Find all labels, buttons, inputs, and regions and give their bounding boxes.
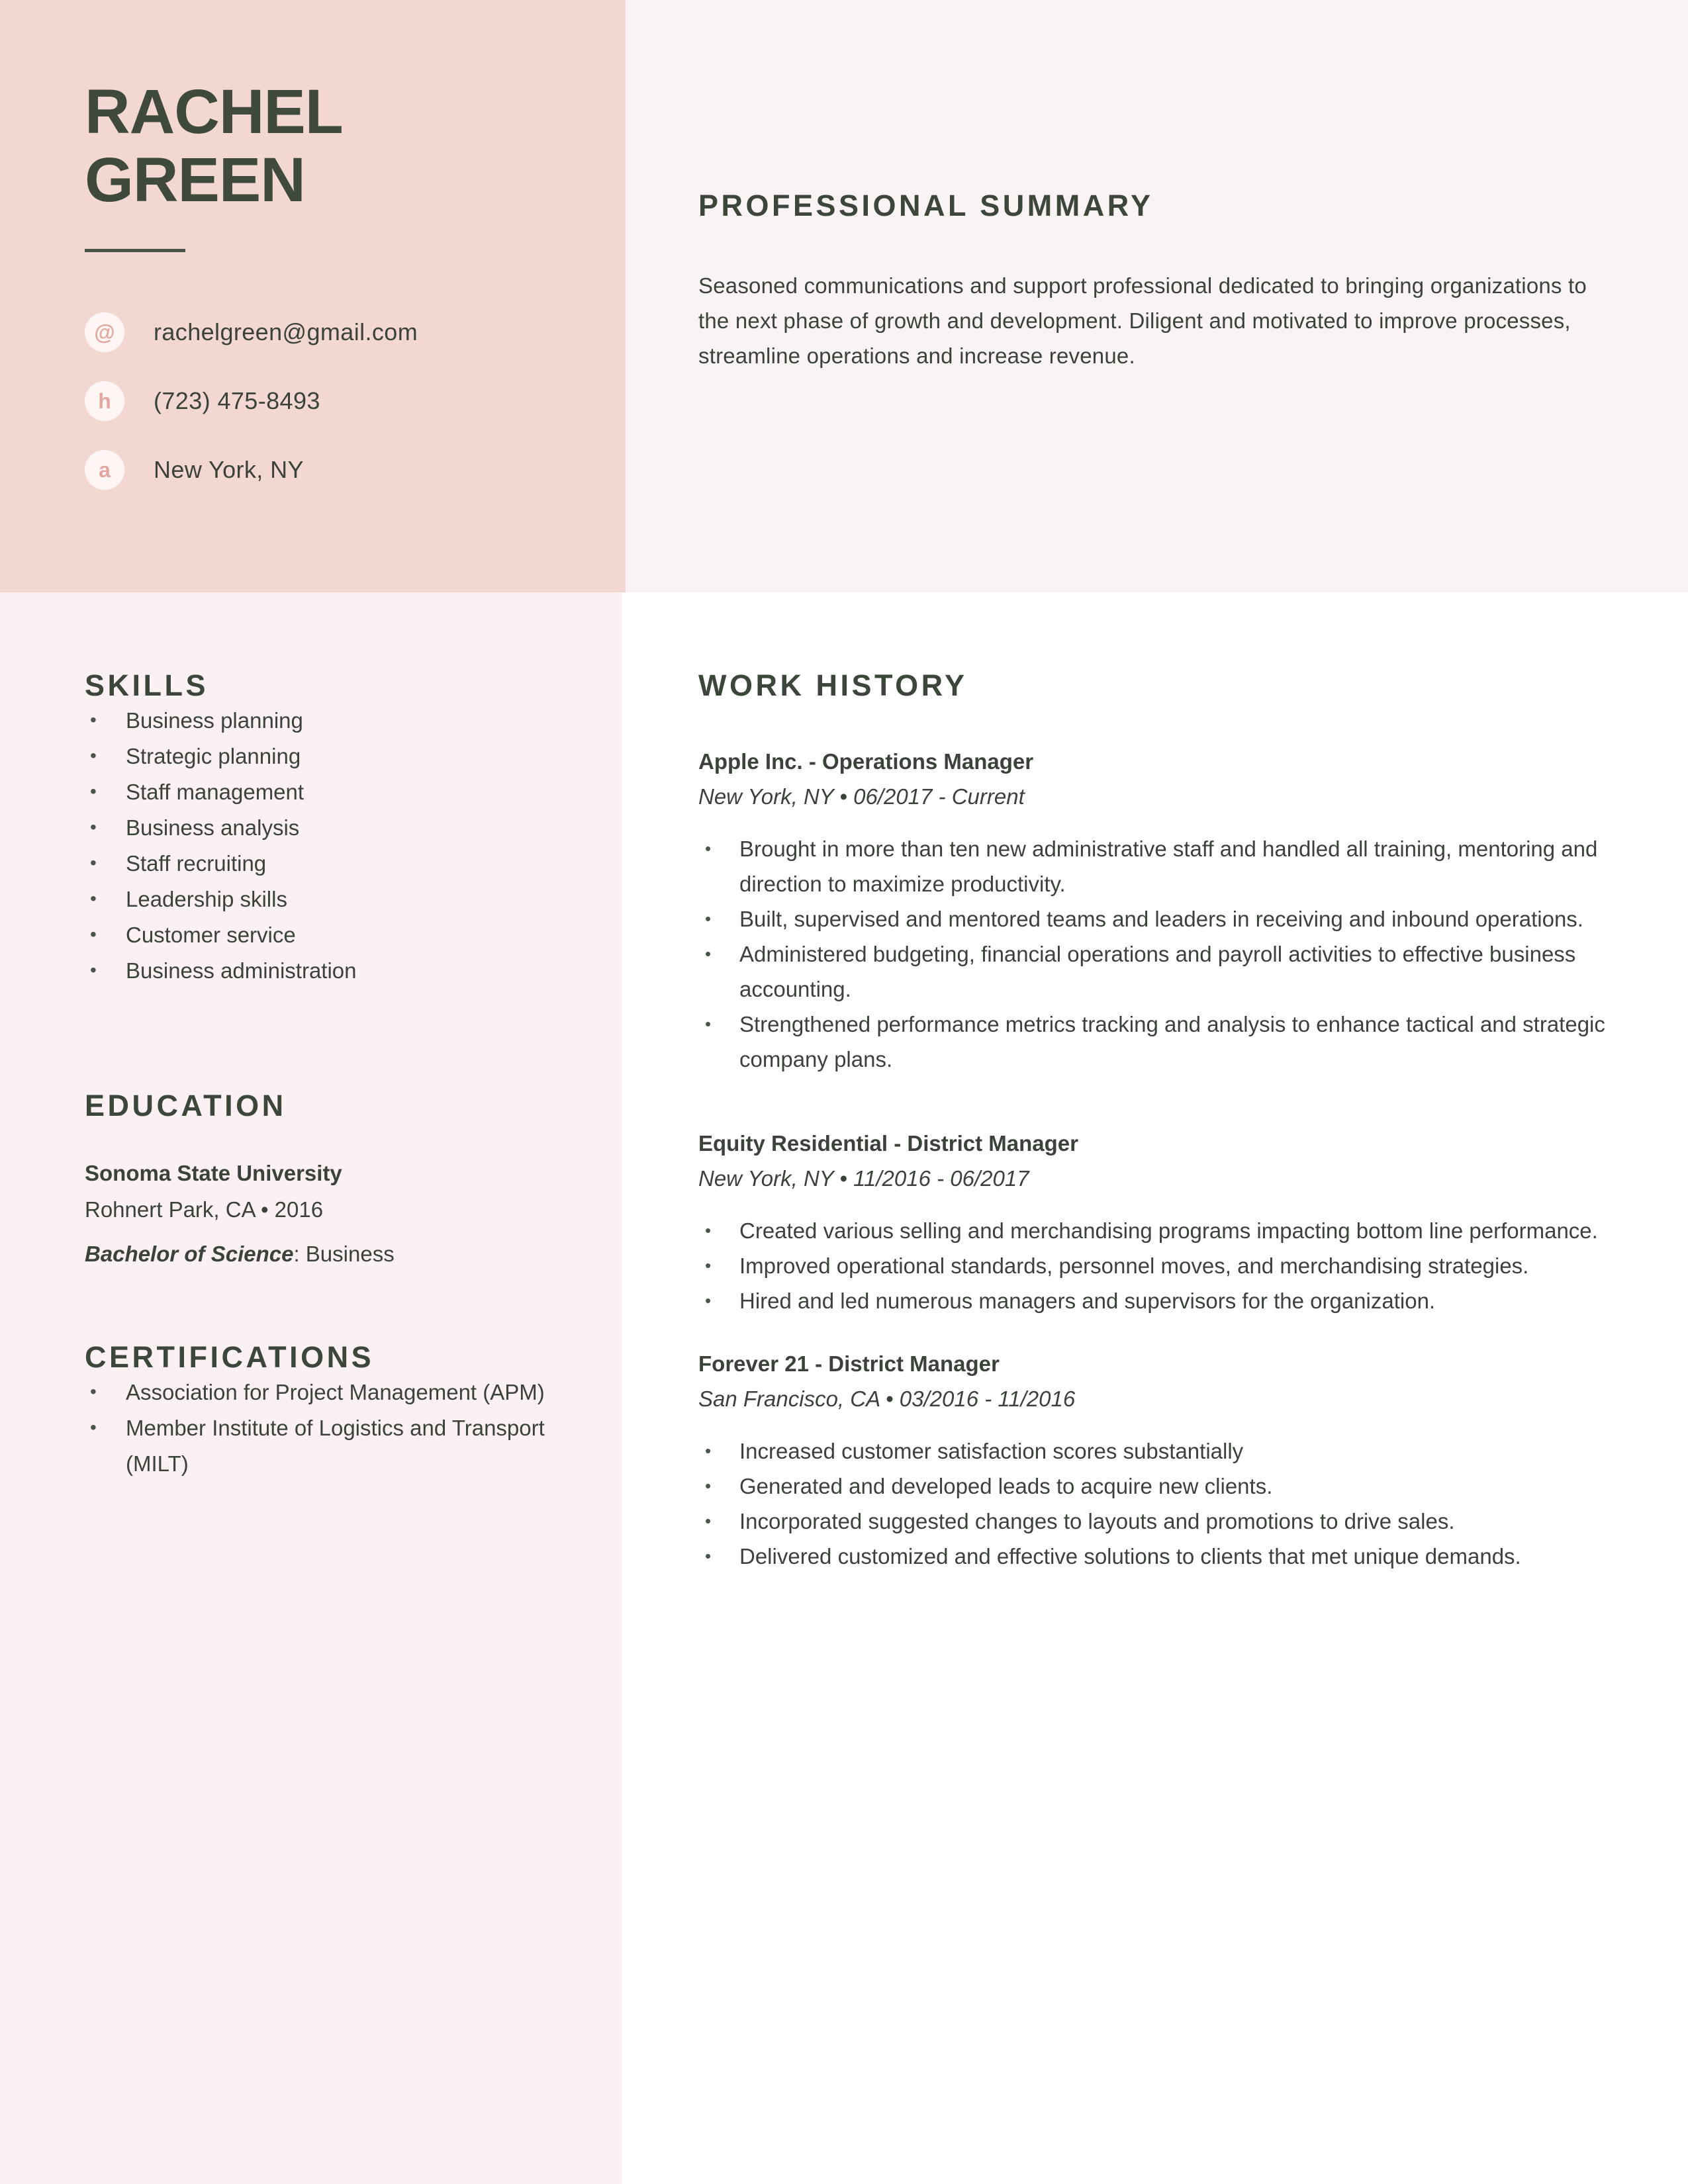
job-spacer bbox=[698, 1318, 1618, 1346]
list-item: • Customer service bbox=[85, 917, 588, 953]
education-degree-field: : Business bbox=[293, 1242, 395, 1266]
certifications-list bbox=[85, 1375, 588, 1482]
education-location: Rohnert Park, CA • 2016 bbox=[85, 1197, 324, 1222]
job-title: Forever 21 - District Manager bbox=[698, 1351, 1000, 1376]
list-item: • Strengthened performance metrics tracking and analysis to enhance tactical and strategic company plans. bbox=[698, 1007, 1618, 1077]
list-item: • Administered budgeting, financial operations and payroll activities to effective business accounting. bbox=[698, 936, 1618, 1007]
job-meta: San Francisco, CA • 03/2016 - 11/2016 bbox=[698, 1387, 1076, 1411]
name-divider bbox=[85, 249, 185, 252]
work-history-heading: WORK HISTORY bbox=[698, 668, 968, 702]
list-item: • Brought in more than ten new administrative staff and handled all training, mentoring and direction to maximize productivity. bbox=[698, 831, 1618, 901]
job-title: Equity Residential - District Manager bbox=[698, 1131, 1078, 1156]
list-item: • Improved operational standards, personnel moves, and merchandising strategies. bbox=[698, 1248, 1618, 1283]
list-item: • Staff recruiting bbox=[85, 846, 588, 882]
contact-list bbox=[85, 298, 588, 504]
job-bullet-list bbox=[698, 1213, 1618, 1318]
contact-item-address[interactable] bbox=[85, 435, 588, 504]
list-item: • Business analysis bbox=[85, 810, 588, 846]
skills-heading: SKILLS bbox=[85, 668, 209, 702]
contact-email-value: rachelgreen@gmail.com bbox=[154, 318, 418, 345]
list-item: • Strategic planning bbox=[85, 739, 588, 774]
certifications-heading: CERTIFICATIONS bbox=[85, 1340, 375, 1374]
contact-address-value: New York, NY bbox=[154, 456, 304, 483]
list-item: • Built, supervised and mentored teams and leaders in receiving and inbound operations. bbox=[698, 901, 1618, 936]
job-entry-equity-residential bbox=[698, 1126, 1618, 1318]
skills-list bbox=[85, 703, 588, 989]
list-item: • Delivered customized and effective solutions to clients that met unique demands. bbox=[698, 1539, 1618, 1574]
job-bullet-list bbox=[698, 831, 1618, 1077]
at-sign-icon: @ bbox=[85, 312, 124, 352]
job-entry-apple bbox=[698, 744, 1618, 1077]
list-item: • Business planning bbox=[85, 703, 588, 739]
list-item: • Association for Project Management (APM) bbox=[85, 1375, 588, 1410]
list-item: • Leadership skills bbox=[85, 882, 588, 917]
last-name: GREEN bbox=[85, 145, 305, 215]
professional-summary-heading: PROFESSIONAL SUMMARY bbox=[698, 189, 1154, 222]
list-item: • Incorporated suggested changes to layouts and promotions to drive sales. bbox=[698, 1504, 1618, 1539]
skills-section bbox=[85, 668, 588, 989]
education-entry bbox=[85, 1155, 588, 1272]
education-heading: EDUCATION bbox=[85, 1089, 287, 1122]
job-bullet-list bbox=[698, 1433, 1618, 1574]
work-history-section bbox=[698, 668, 1618, 1574]
professional-summary-section bbox=[698, 189, 1612, 373]
list-item: • Member Institute of Logistics and Transport (MILT) bbox=[85, 1410, 588, 1482]
education-school: Sonoma State University bbox=[85, 1161, 342, 1185]
list-item: • Generated and developed leads to acquire new clients. bbox=[698, 1469, 1618, 1504]
list-item: • Business administration bbox=[85, 953, 588, 989]
list-item: • Created various selling and merchandising programs impacting bottom line performance. bbox=[698, 1213, 1618, 1248]
job-meta: New York, NY • 11/2016 - 06/2017 bbox=[698, 1166, 1029, 1191]
work-history-list bbox=[698, 744, 1618, 1574]
job-entry-forever-21 bbox=[698, 1346, 1618, 1574]
job-title: Apple Inc. - Operations Manager bbox=[698, 749, 1034, 774]
list-item: • Staff management bbox=[85, 774, 588, 810]
list-item: • Increased customer satisfaction scores substantially bbox=[698, 1433, 1618, 1469]
contact-item-phone[interactable] bbox=[85, 367, 588, 435]
job-meta: New York, NY • 06/2017 - Current bbox=[698, 784, 1025, 809]
address-icon: a bbox=[85, 450, 124, 490]
phone-icon: h bbox=[85, 381, 124, 421]
first-name: RACHEL bbox=[85, 77, 343, 147]
job-spacer bbox=[698, 1077, 1618, 1126]
certifications-section bbox=[85, 1340, 588, 1482]
contact-item-email[interactable] bbox=[85, 298, 588, 367]
education-degree-label: Bachelor of Science bbox=[85, 1242, 294, 1266]
education-degree bbox=[85, 1236, 588, 1272]
name-block bbox=[85, 78, 588, 252]
contact-phone-value: (723) 475-8493 bbox=[154, 387, 320, 414]
list-item: • Hired and led numerous managers and supervisors for the organization. bbox=[698, 1283, 1618, 1318]
education-section bbox=[85, 1089, 588, 1272]
professional-summary-body: Seasoned communications and support professional dedicated to bringing organizations to the next phase of growth and development. Diligent and motivated to improve processes, streamline operations and increase revenue. bbox=[698, 273, 1587, 368]
